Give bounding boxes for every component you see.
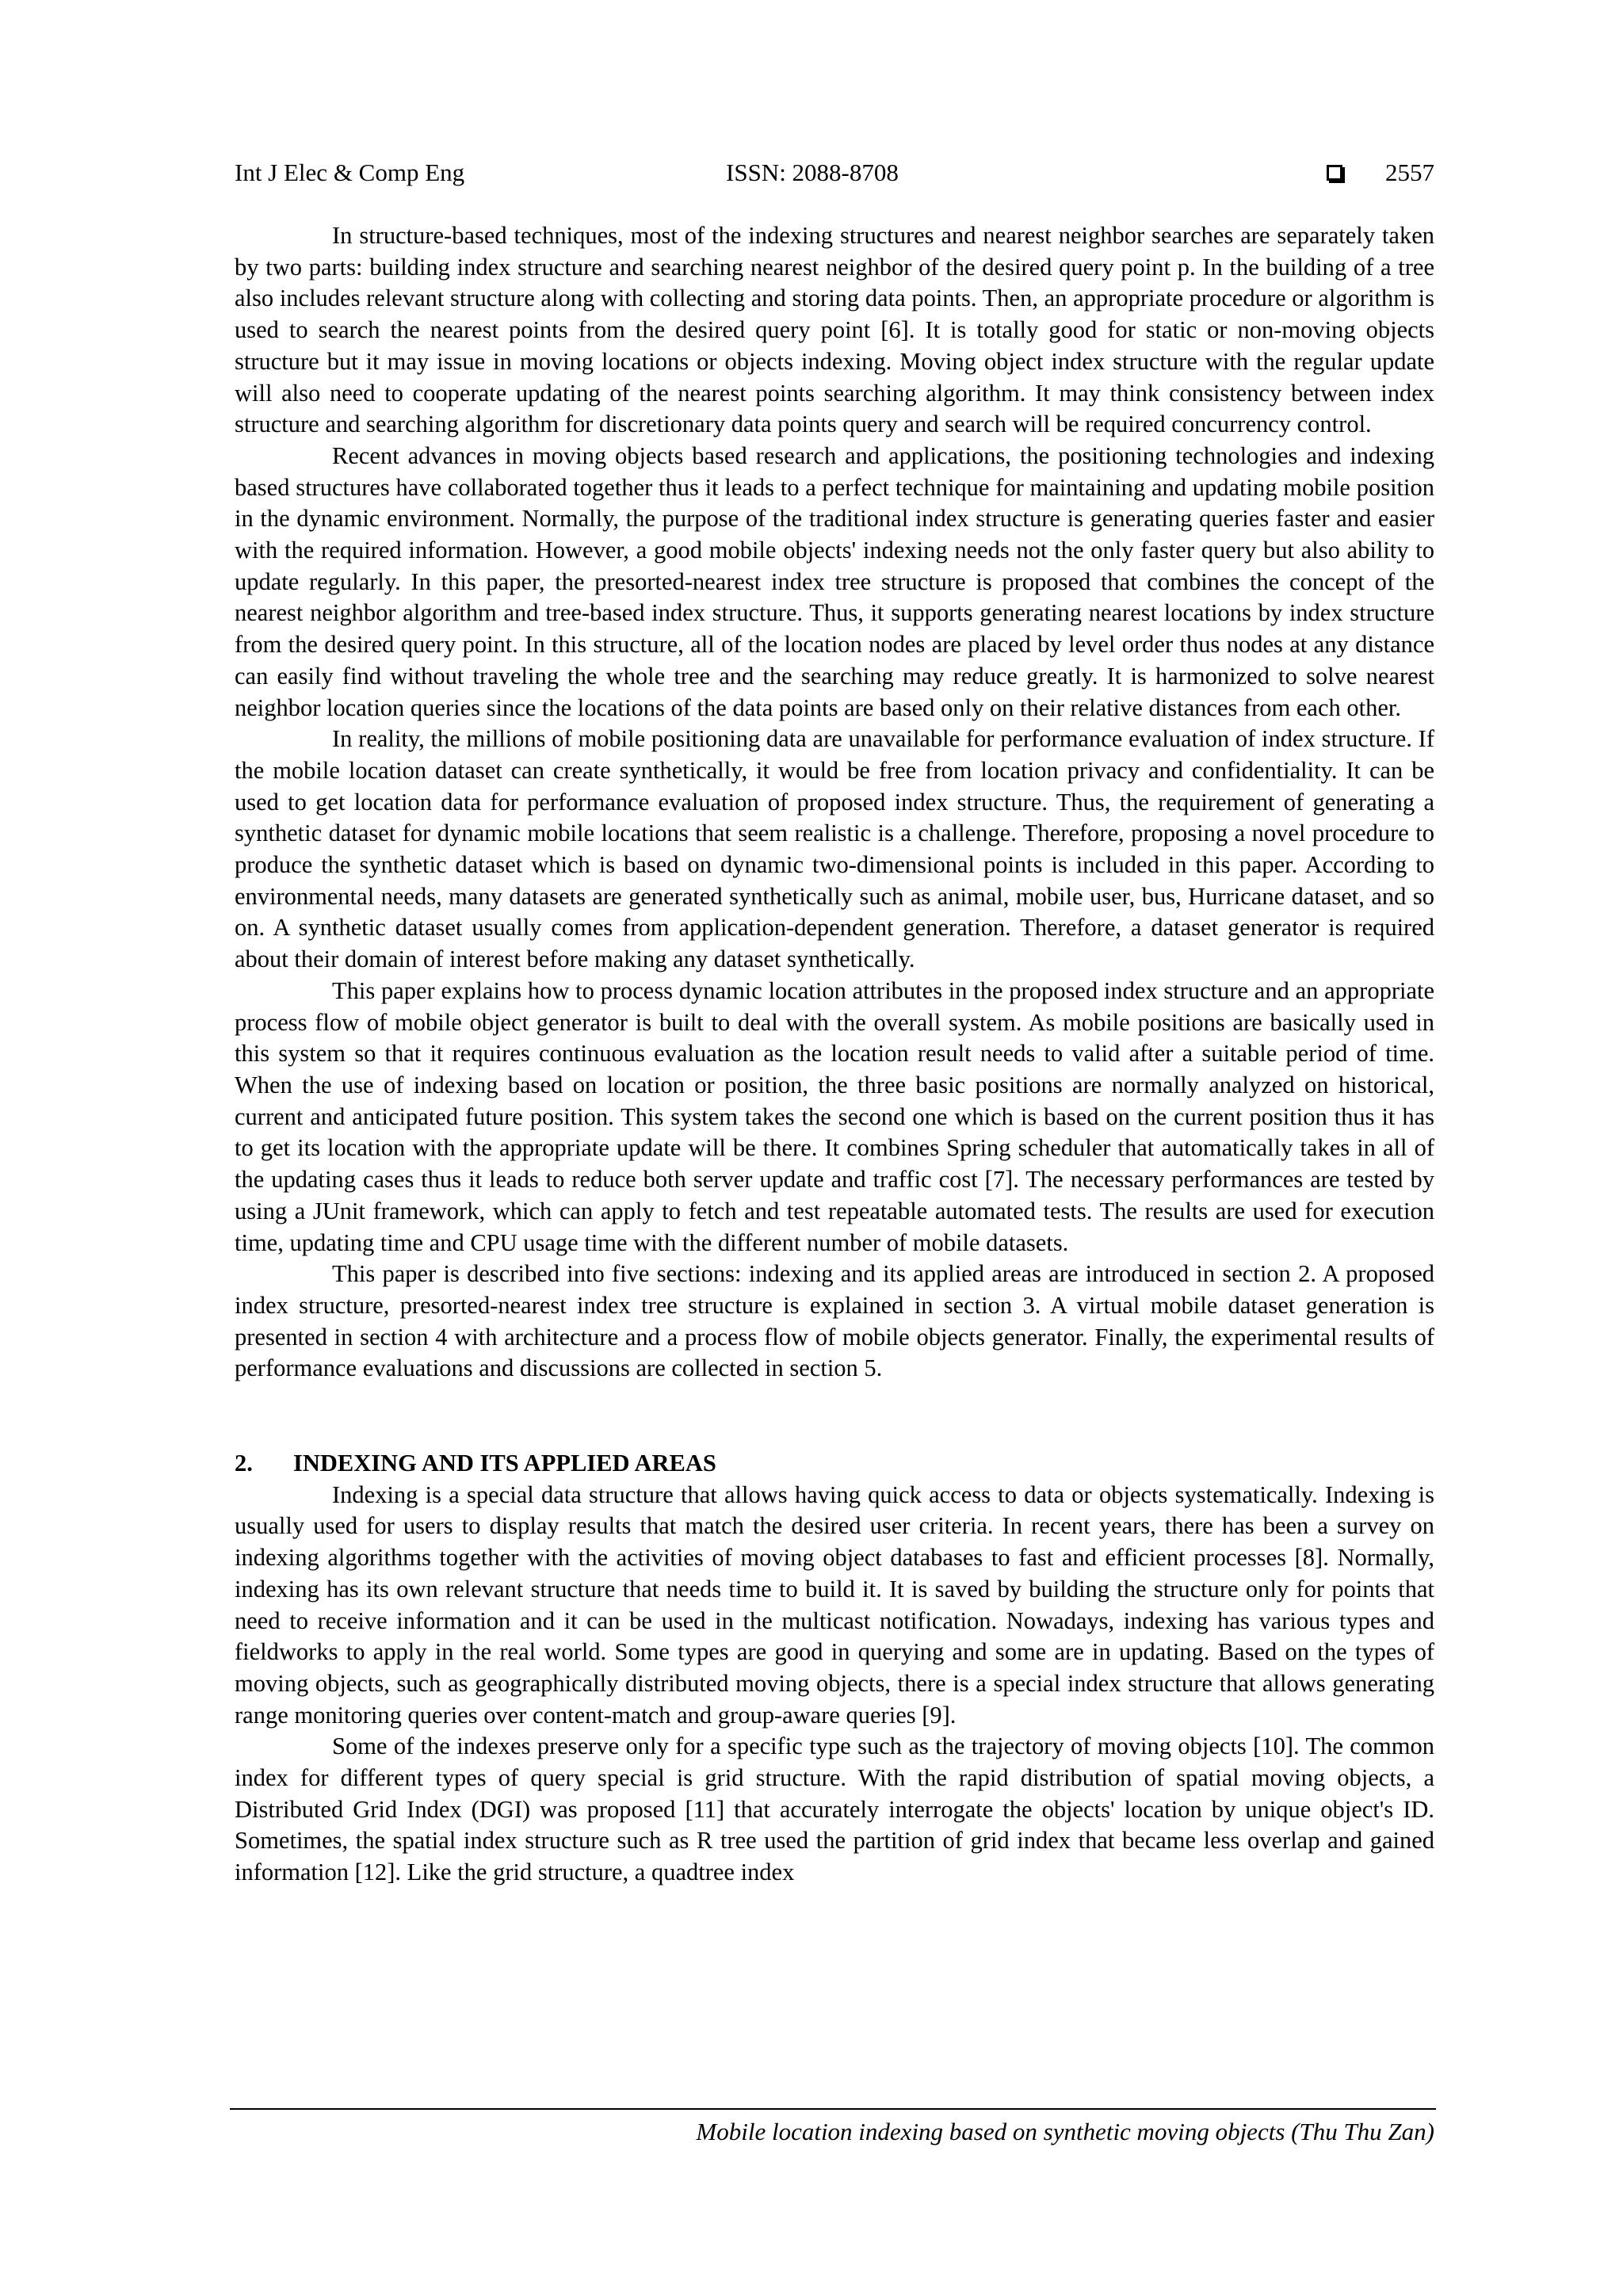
section-number: 2. — [235, 1450, 253, 1477]
section-heading — [235, 1448, 1434, 1480]
square-box-icon — [1327, 165, 1342, 181]
journal-name: Int J Elec & Comp Eng — [235, 159, 465, 186]
body-text — [235, 220, 1434, 1889]
paragraph: Some of the indexes preserve only for a specific type such as the trajectory of moving objects [10]. The common index for different types of query special is grid structure. With the rapid distribution of spatial moving objects, a Distributed Grid Index (DGI) was proposed [11] that accurately interrogate the objects' location by unique object's ID. Sometimes, the spatial index structure such as R tree used the partition of grid index that became less overlap and gained information [12]. Like the grid structure, a quadtree index — [235, 1733, 1434, 1886]
paragraph: This paper explains how to process dynamic location attributes in the proposed index structure and an appropriate process flow of mobile object generator is built to deal with the overall system. As mobile positions are basically used in this system so that it requires continuous evaluation as the location result needs to valid after a suitable period of time. When the use of indexing based on location or position, the three basic positions are normally analyzed on historical, current and anticipated future position. This system takes the second one which is based on the current position thus it has to get its location with the appropriate update will be there. It combines Spring scheduler that automatically takes in all of the updating cases thus it leads to reduce both server update and traffic cost [7]. The necessary performances are tested by using a JUnit framework, which can apply to fetch and test repeatable automated tests. The results are used for execution time, updating time and CPU usage time with the different number of mobile datasets. — [235, 976, 1434, 1256]
paragraph: This paper is described into five sections: indexing and its applied areas are introduced in section 2. A proposed index structure, presorted-nearest index tree structure is explained in section 3. A virtual mobile dataset generation is presented in section 4 with architecture and a process flow of mobile objects generator. Finally, the experimental results of performance evaluations and discussions are collected in section 5. — [235, 1260, 1434, 1382]
issn-label: ISSN: 2088-8708 — [726, 159, 899, 186]
running-title: Mobile location indexing based on synthetic moving objects (Thu Thu Zan) — [696, 2118, 1434, 2145]
paragraph: In structure-based techniques, most of the indexing structures and nearest neighbor searches are separately taken by two parts: building index structure and searching nearest neighbor of the desired query point p. In the building of a tree also includes relevant structure along with collecting and storing data points. Then, an appropriate procedure or algorithm is used to search the nearest points from the desired query point [6]. It is totally good for static or non-moving objects structure but it may issue in moving locations or objects indexing. Moving object index structure with the regular update will also need to cooperate updating of the nearest points searching algorithm. It may think consistency between index structure and searching algorithm for discretionary data points query and search will be required concurrency control. — [235, 222, 1434, 438]
paragraph: In reality, the millions of mobile positioning data are unavailable for performance evaluation of index structure. If the mobile location dataset can create synthetically, it would be free from location privacy and confidentiality. It can be used to get location data for performance evaluation of proposed index structure. Thus, the requirement of generating a synthetic dataset for dynamic mobile locations that seem realistic is a challenge. Therefore, proposing a novel procedure to produce the synthetic dataset which is based on dynamic two-dimensional points is included in this paper. According to environmental needs, many datasets are generated synthetically such as animal, mobile user, bus, Hurricane dataset, and so on. A synthetic dataset usually comes from application-dependent generation. Therefore, a dataset generator is required about their domain of interest before making any dataset synthetically. — [235, 725, 1434, 973]
page-header — [235, 155, 1434, 190]
section-title: INDEXING AND ITS APPLIED AREAS — [293, 1450, 716, 1477]
page-number: 2557 — [1385, 159, 1434, 186]
paragraph: Recent advances in moving objects based research and applications, the positioning technologies and indexing based structures have collaborated together thus it leads to a perfect technique for maintaining and updating mobile position in the dynamic environment. Normally, the purpose of the traditional index structure is generating queries faster and easier with the required information. However, a good mobile objects' indexing needs not the only faster query but also ability to update regularly. In this paper, the presorted-nearest index tree structure is proposed that combines the concept of the nearest neighbor algorithm and tree-based index structure. Thus, it supports generating nearest locations by index structure from the desired query point. In this structure, all of the location nodes are placed by level order thus nodes at any distance can easily find without traveling the whole tree and the searching may reduce greatly. It is harmonized to solve nearest neighbor location queries since the locations of the data points are based only on their relative distances from each other. — [235, 441, 1434, 721]
footer-divider — [230, 2108, 1436, 2110]
paragraph: Indexing is a special data structure that allows having quick access to data or objects systematically. Indexing is usually used for users to display results that match the desired user criteria. In recent years, there has been a survey on indexing algorithms together with the activities of moving object databases to fast and efficient processes [8]. Normally, indexing has its own relevant structure that needs time to build it. It is saved by building the structure only for points that need to receive information and it can be used in the multicast notification. Nowadays, indexing has various types and fieldworks to apply in the real world. Some types are good in querying and some are in updating. Based on the types of moving objects, such as geographically distributed moving objects, there is a special index structure that allows generating range monitoring queries over content-match and group-aware queries [9]. — [235, 1480, 1434, 1729]
